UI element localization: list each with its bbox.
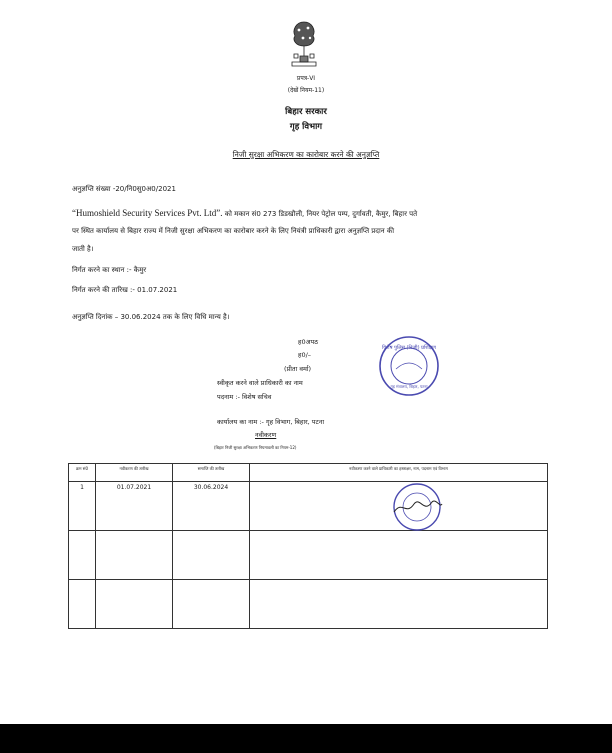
- document-subject: निजी सुरक्षा अभिकरण का कारोबार करने की अनुज्ञप्ति: [232, 150, 380, 159]
- sd-mark: ह0/–: [298, 351, 312, 359]
- col-serial: क्रम सं0: [69, 464, 96, 482]
- col-renewal-date: नवीकरण की तारीख: [96, 464, 173, 482]
- firm-address-cont: पर स्थित कार्यालय से बिहार राज्य में निजी सुरक्षा अभिकरण का कारोबार करने के लिए नियंत्री प्राधिकारी द्वारा अनुज्ञप्ति प्रदान की: [72, 227, 395, 235]
- cell-renewal-date: 01.07.2021: [96, 482, 173, 531]
- signature-seal-stamp: [380, 482, 454, 532]
- seal-lower-text: गृह मंत्रालय, बिहार, पटना: [390, 384, 428, 389]
- cell-serial: [69, 531, 96, 580]
- license-body: [72, 205, 542, 222]
- cell-expiry-date: [173, 580, 250, 629]
- table-row: [69, 482, 548, 531]
- form-number: प्रपत्र-VI: [296, 75, 316, 82]
- renewal-title: नवीकरण: [255, 431, 277, 439]
- table-header-row: [69, 464, 548, 482]
- designation: पदनाम :- विशेष सचिव: [217, 393, 272, 401]
- col-expiry-date: समाप्ति की तारीख: [173, 464, 250, 482]
- cell-renewal-date: [96, 580, 173, 629]
- authority-label: स्वीकृत करने वाले प्राधिकारी का नाम: [217, 379, 303, 387]
- cell-serial: 1: [69, 482, 96, 531]
- seal-upper-text: विशेष पुलिस (निजी) प्रशिक्षण: [382, 345, 436, 351]
- table-row: [69, 580, 548, 629]
- rule-reference: (देखें नियम-11): [287, 87, 325, 94]
- cell-serial: [69, 580, 96, 629]
- renewal-rule: (बिहार निजी सुरक्षा अभिकरण नियमावली का नियम-12): [214, 445, 297, 450]
- issue-place: निर्गत करने का स्थान :- कैमुर: [72, 266, 147, 274]
- col-authority-signature: नवीकरण करने वाले प्राधिकारी का हस्ताक्षर, नाम, पदनाम एवं विभाग: [250, 464, 548, 482]
- cell-authority-signature: [250, 531, 548, 580]
- firm-name: “Humoshield Security Services Pvt. Ltd”.: [72, 208, 223, 218]
- cell-expiry-date: [173, 531, 250, 580]
- cell-expiry-date: 30.06.2024: [173, 482, 250, 531]
- official-seal-stamp: [378, 335, 440, 397]
- bihar-emblem-icon: [286, 16, 322, 68]
- government-name: बिहार सरकार: [285, 107, 327, 117]
- validity-statement: अनुज्ञप्ति दिनांक – 30.06.2024 तक के लिए विधि मान्य है।: [72, 313, 230, 321]
- viewer-bottom-bar: [0, 724, 612, 753]
- sd-label: ह0अपठ: [298, 338, 319, 346]
- department-name: गृह विभाग: [289, 122, 323, 132]
- cell-authority-signature: [250, 580, 548, 629]
- cell-renewal-date: [96, 531, 173, 580]
- renewal-table: [68, 463, 548, 629]
- firm-address-end: जाती है।: [72, 245, 94, 253]
- firm-address-start: को मकान सं0 273 डिडखौली, नियर पेट्रोल पम्प, दुर्गावती, कैमुर, बिहार पते: [224, 210, 418, 218]
- office-name: कार्यालय का नाम :- गृह विभाग, बिहार, पटना: [217, 418, 325, 426]
- officer-name: (प्रीता वर्मा): [284, 365, 312, 373]
- cell-authority-signature: [250, 482, 548, 531]
- issue-date: निर्गत करने की तारिख :- 01.07.2021: [72, 286, 178, 294]
- table-row: [69, 531, 548, 580]
- license-number: अनुज्ञप्ति संख्या -20/नि0सु0अ0/2021: [72, 185, 176, 193]
